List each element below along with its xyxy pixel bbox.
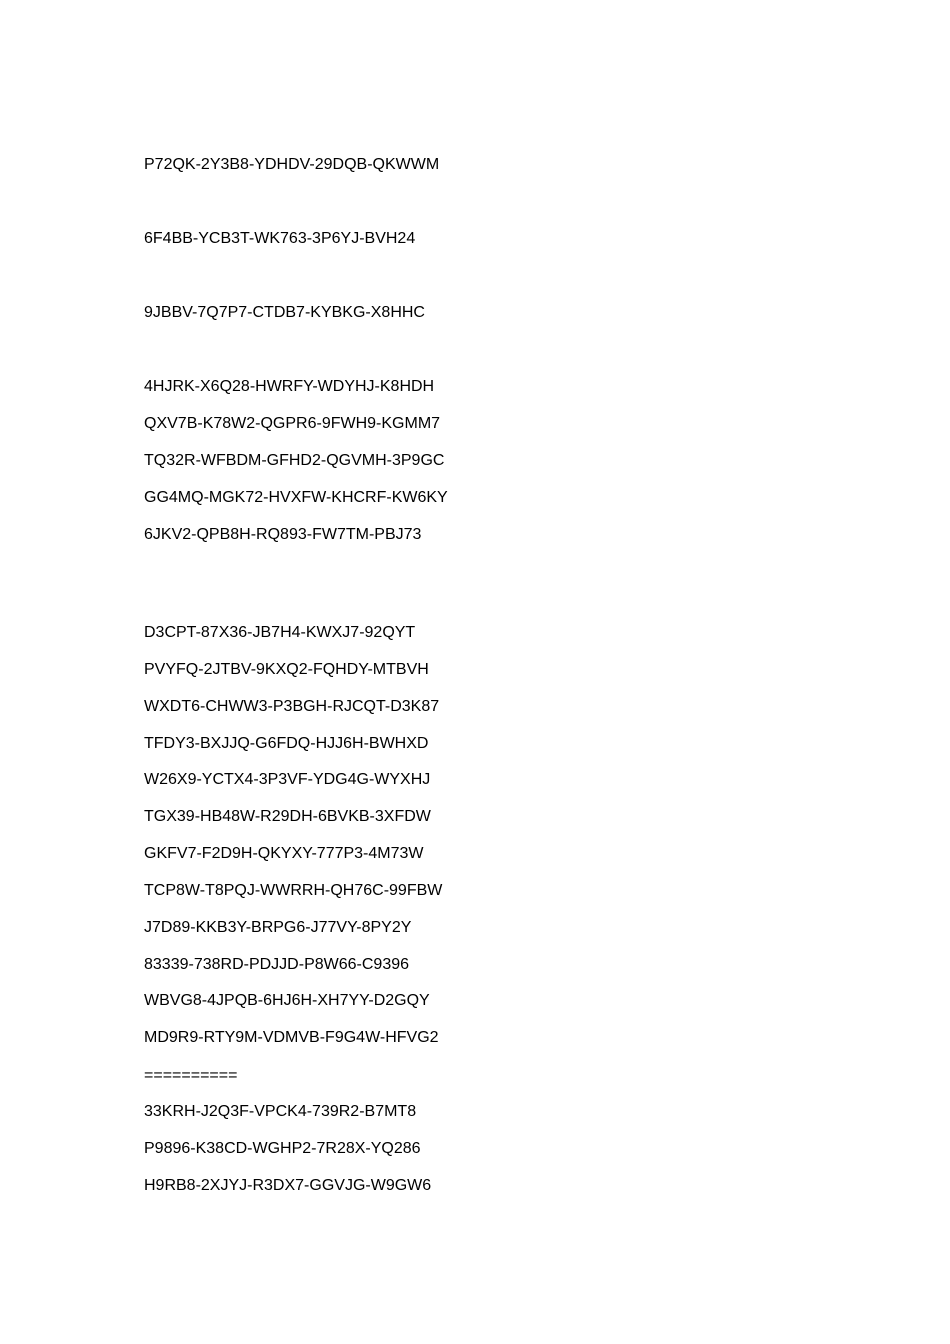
text-line: TFDY3-BXJJQ-G6FDQ-HJJ6H-BWHXD [144,735,429,752]
separator-line: ========== [144,1067,238,1084]
text-line: TGX39-HB48W-R29DH-6BVKB-3XFDW [144,808,431,825]
text-line: J7D89-KKB3Y-BRPG6-J77VY-8PY2Y [144,919,412,936]
text-line: PVYFQ-2JTBV-9KXQ2-FQHDY-MTBVH [144,661,429,678]
text-line: H9RB8-2XJYJ-R3DX7-GGVJG-W9GW6 [144,1177,432,1194]
text-line: P72QK-2Y3B8-YDHDV-29DQB-QKWWM [144,156,440,173]
text-line: WXDT6-CHWW3-P3BGH-RJCQT-D3K87 [144,698,440,715]
text-line: GKFV7-F2D9H-QKYXY-777P3-4M73W [144,845,424,862]
text-line: TCP8W-T8PQJ-WWRRH-QH76C-99FBW [144,882,443,899]
text-line: 6F4BB-YCB3T-WK763-3P6YJ-BVH24 [144,230,416,247]
text-line: 4HJRK-X6Q28-HWRFY-WDYHJ-K8HDH [144,378,435,395]
text-line: W26X9-YCTX4-3P3VF-YDG4G-WYXHJ [144,771,431,788]
text-line: 33KRH-J2Q3F-VPCK4-739R2-B7MT8 [144,1103,417,1120]
text-line: 6JKV2-QPB8H-RQ893-FW7TM-PBJ73 [144,526,422,543]
text-line: TQ32R-WFBDM-GFHD2-QGVMH-3P9GC [144,452,445,469]
text-line: QXV7B-K78W2-QGPR6-9FWH9-KGMM7 [144,415,441,432]
text-line: 83339-738RD-PDJJD-P8W66-C9396 [144,956,410,973]
text-line: 9JBBV-7Q7P7-CTDB7-KYBKG-X8HHC [144,304,425,321]
text-line: MD9R9-RTY9M-VDMVB-F9G4W-HFVG2 [144,1029,439,1046]
text-line: P9896-K38CD-WGHP2-7R28X-YQ286 [144,1140,421,1157]
text-line: GG4MQ-MGK72-HVXFW-KHCRF-KW6KY [144,489,448,506]
text-line: WBVG8-4JPQB-6HJ6H-XH7YY-D2GQY [144,992,430,1009]
text-line: D3CPT-87X36-JB7H4-KWXJ7-92QYT [144,624,416,641]
